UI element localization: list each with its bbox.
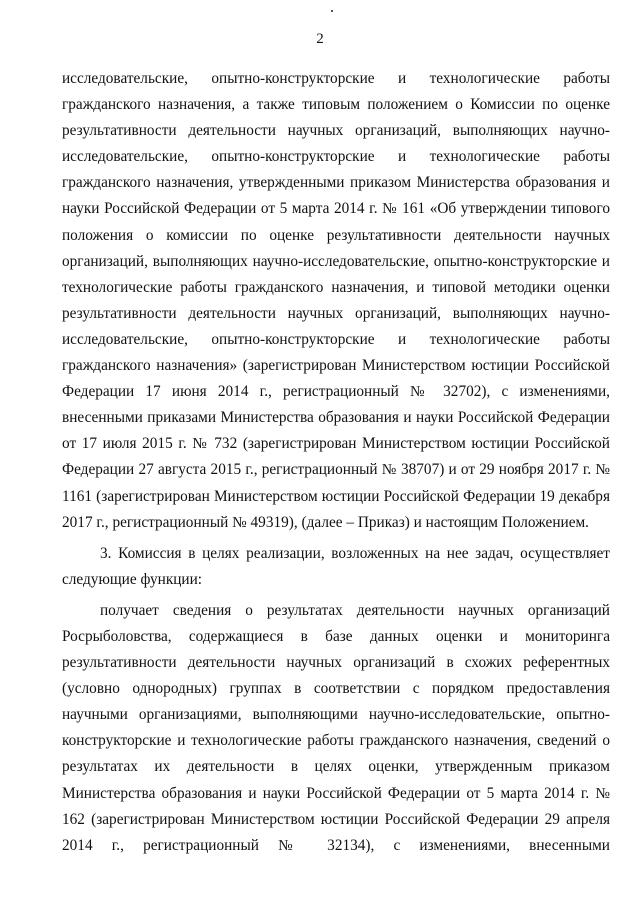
paragraph-continued: исследовательские, опытно-конструкторские и технологические работы гражданского назначения, а также типовым положением о Комиссии по оценке результативности деятельности научных организаций, выполняющих научно-исследовательские, опытно-конструкторские и технологические работы гражданского назначения, утвержденными приказом Министерства образования и науки Российской Федерации от 5 марта 2014 г. № 161 «Об утверждении типового положения о комиссии по оценке результативности деятельности научных организаций, выполняющих научно-исследовательские, опытно-конструкторские и технологические работы гражданского назначения, и типовой методики оценки результативности деятельности научных организаций, выполняющих научно-исследовательские, опытно-конструкторские и технологические работы гражданского назначения» (зарегистрирован Министерством юстиции Российской Федерации 17 июня 2014 г., регистрационный № 32702), с изменениями, внесенными приказами Министерства образования и науки Российской Федерации от 17 июля 2015 г. № 732 (зарегистрирован Министерством юстиции Российской Федерации 27 августа 2015 г., регистрационный № 38707) и от 29 ноября 2017 г. № 1161 (зарегистрирован Министерством юстиции Российской Федерации 19 декабря 2017 г., регистрационный № 49319), (далее – Приказ) и настоящим Положением. <box>62 70 610 531</box>
paragraph-function-1: получает сведения о результатах деятельности научных организаций Росрыболовства, содержащиеся в базе данных оценки и мониторинга результативности деятельности научных организаций в схожих референтных (условно однородных) группах в соответствии с порядком предоставления научными организациями, выполняющими научно-исследовательские, опытно-конструкторские и технологические работы гражданского назначения, сведений о результатах их деятельности в целях оценки, утвержденным приказом Министерства образования и науки Российской Федерации от 5 марта 2014 г. № 162 (зарегистрирован Министерством юстиции Российской Федерации 29 апреля 2014 г., регистрационный № 32134), с изменениями, внесенными <box>62 601 610 854</box>
paragraph-item-3: 3. Комиссия в целях реализации, возложенных на нее задач, осуществляет следующие функции: <box>62 544 610 588</box>
scan-speck <box>331 10 333 12</box>
document-body <box>62 66 610 859</box>
page-number: 2 <box>316 31 324 47</box>
